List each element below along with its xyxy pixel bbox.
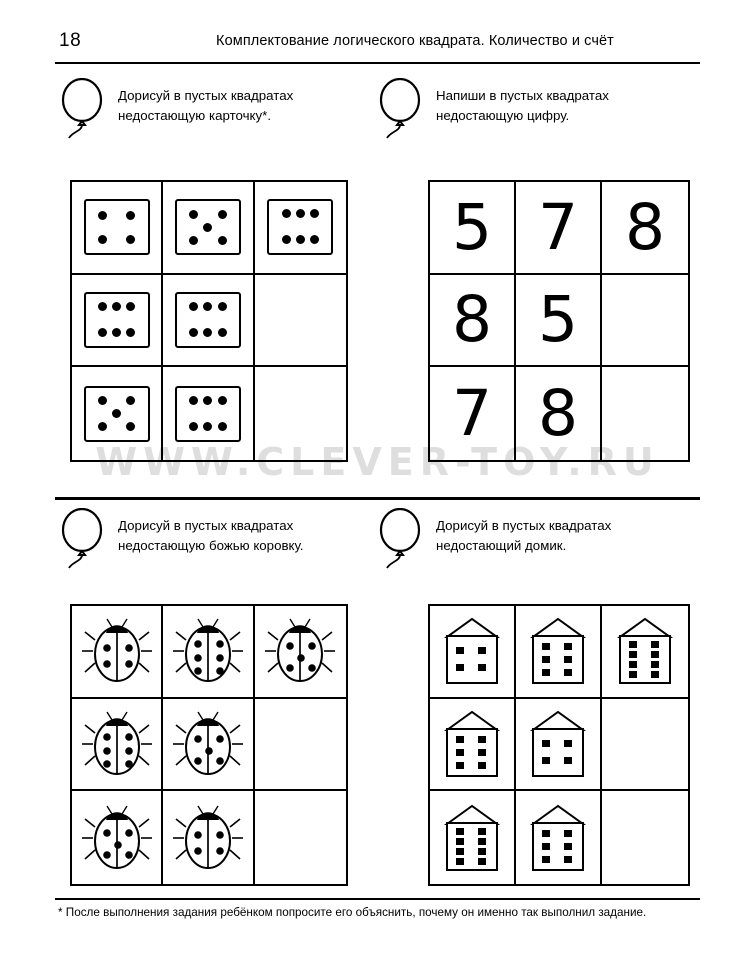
dice-pip bbox=[112, 409, 121, 418]
ladybug-spot bbox=[103, 747, 111, 755]
house-cell[interactable] bbox=[602, 606, 688, 699]
ladybug-cell[interactable] bbox=[72, 791, 163, 884]
ladybug-spot bbox=[125, 661, 133, 669]
dice-pip bbox=[203, 328, 212, 337]
house-window bbox=[564, 643, 572, 650]
ladybug-cell[interactable] bbox=[255, 791, 346, 884]
balloon-icon bbox=[378, 508, 424, 570]
house-window bbox=[629, 641, 637, 648]
task-4-line2: недостающий домик. bbox=[436, 538, 567, 553]
ladybug-cell[interactable] bbox=[255, 699, 346, 792]
dice-pip bbox=[189, 396, 198, 405]
ladybug-spot bbox=[103, 851, 111, 859]
dice-cell[interactable] bbox=[72, 367, 163, 460]
dice-pip bbox=[218, 302, 227, 311]
ladybug-spot bbox=[216, 668, 224, 676]
dice-pip bbox=[112, 302, 121, 311]
house-cell[interactable] bbox=[430, 699, 516, 792]
dice-pip bbox=[218, 236, 227, 245]
dice-card bbox=[267, 199, 333, 255]
house-window bbox=[651, 651, 659, 658]
ladybug-cell[interactable] bbox=[72, 606, 163, 699]
ladybug-spot bbox=[309, 665, 317, 673]
dice-pip bbox=[189, 210, 198, 219]
task-1-line2: недостающую карточку*. bbox=[118, 108, 272, 123]
house-window bbox=[651, 641, 659, 648]
house-window bbox=[456, 762, 464, 769]
house-window bbox=[456, 736, 464, 743]
ladybug-spot bbox=[125, 733, 133, 741]
dice-pip bbox=[126, 302, 135, 311]
digit-cell[interactable] bbox=[602, 367, 688, 460]
task-1-line1: Дорисуй в пустых квадратах bbox=[118, 88, 294, 103]
digit-cell[interactable] bbox=[602, 182, 688, 275]
house-cell[interactable] bbox=[516, 699, 602, 792]
task-1-text bbox=[118, 86, 376, 126]
house-window bbox=[542, 856, 550, 863]
dice-pip bbox=[112, 328, 121, 337]
dice-pip bbox=[126, 422, 135, 431]
house-window bbox=[629, 651, 637, 658]
house-window bbox=[478, 828, 486, 835]
house-window bbox=[629, 661, 637, 668]
dice-card bbox=[84, 386, 150, 442]
dice-pip bbox=[218, 422, 227, 431]
page-header bbox=[55, 28, 700, 58]
ladybug-spot bbox=[287, 643, 295, 651]
dice-cell[interactable] bbox=[72, 275, 163, 368]
ladybug-spot bbox=[298, 655, 306, 663]
dice-pip bbox=[126, 328, 135, 337]
house-window bbox=[651, 661, 659, 668]
house-figure bbox=[529, 804, 587, 872]
ladybug-spot bbox=[216, 655, 224, 663]
ladybug-spot bbox=[309, 643, 317, 651]
house-window bbox=[478, 749, 486, 756]
house-window bbox=[564, 656, 572, 663]
balloon-icon bbox=[378, 78, 424, 140]
ladybug-cell[interactable] bbox=[72, 699, 163, 792]
ladybug-figure bbox=[81, 618, 153, 684]
dice-pip bbox=[126, 235, 135, 244]
task-3-text bbox=[118, 516, 376, 556]
dice-pip bbox=[98, 396, 107, 405]
digit-cell[interactable] bbox=[430, 182, 516, 275]
house-window bbox=[542, 643, 550, 650]
ladybug-spot bbox=[216, 757, 224, 765]
house-cell[interactable] bbox=[430, 791, 516, 884]
dice-pip bbox=[98, 328, 107, 337]
house-grid bbox=[428, 604, 690, 886]
task-3-prompt bbox=[60, 508, 390, 578]
dice-cell[interactable] bbox=[72, 182, 163, 275]
ladybug-figure bbox=[264, 618, 336, 684]
ladybug-spot bbox=[194, 668, 202, 676]
dice-card bbox=[84, 292, 150, 348]
ladybug-spot bbox=[125, 645, 133, 653]
task-3-line2: недостающую божью коровку. bbox=[118, 538, 304, 553]
house-cell[interactable] bbox=[516, 791, 602, 884]
task-4-text bbox=[436, 516, 694, 556]
ladybug-figure bbox=[172, 711, 244, 777]
digit-value: 8 bbox=[451, 283, 493, 357]
header-divider bbox=[55, 62, 700, 64]
dice-pip bbox=[189, 236, 198, 245]
digit-cell[interactable] bbox=[516, 275, 602, 368]
ladybug-spot bbox=[103, 733, 111, 741]
dice-cell[interactable] bbox=[163, 275, 254, 368]
house-window bbox=[478, 762, 486, 769]
house-window bbox=[564, 757, 572, 764]
house-figure bbox=[443, 804, 501, 872]
page-title: Комплектование логического квадрата. Количество и счёт bbox=[216, 33, 614, 49]
ladybug-spot bbox=[194, 831, 202, 839]
house-figure bbox=[616, 617, 674, 685]
ladybug-spot bbox=[216, 847, 224, 855]
ladybug-cell[interactable] bbox=[163, 791, 254, 884]
dice-pip bbox=[203, 223, 212, 232]
dice-cell[interactable] bbox=[163, 182, 254, 275]
house-window bbox=[542, 830, 550, 837]
dice-pip bbox=[218, 396, 227, 405]
watermark: WWW.CLEVER-TOY.RU bbox=[95, 440, 660, 484]
footnote-divider bbox=[55, 898, 700, 900]
house-figure bbox=[443, 710, 501, 778]
dice-pip bbox=[98, 302, 107, 311]
house-cell[interactable] bbox=[602, 699, 688, 792]
footnote-text: * После выполнения задания ребёнком попросите его объяснить, почему он именно так выполнил задание. bbox=[58, 906, 647, 919]
dice-cell[interactable] bbox=[255, 275, 346, 368]
section-divider bbox=[55, 497, 700, 500]
house-window bbox=[651, 671, 659, 678]
house-window bbox=[542, 740, 550, 747]
ladybug-spot bbox=[205, 747, 213, 755]
house-window bbox=[456, 838, 464, 845]
ladybug-cell[interactable] bbox=[163, 606, 254, 699]
ladybug-spot bbox=[103, 760, 111, 768]
house-window bbox=[542, 843, 550, 850]
task-2-text bbox=[436, 86, 694, 126]
dice-card bbox=[175, 199, 241, 255]
dice-pip bbox=[189, 328, 198, 337]
dice-card bbox=[175, 292, 241, 348]
dice-pip bbox=[296, 209, 305, 218]
digit-cell[interactable] bbox=[430, 367, 516, 460]
ladybug-grid bbox=[70, 604, 348, 886]
dice-pip bbox=[126, 396, 135, 405]
house-window bbox=[456, 858, 464, 865]
digit-value: 5 bbox=[451, 190, 493, 264]
ladybug-spot bbox=[216, 831, 224, 839]
ladybug-spot bbox=[114, 841, 122, 849]
task-3-line1: Дорисуй в пустых квадратах bbox=[118, 518, 294, 533]
dice-pip bbox=[126, 211, 135, 220]
dice-pip bbox=[296, 235, 305, 244]
house-figure bbox=[529, 710, 587, 778]
dice-cell[interactable] bbox=[255, 367, 346, 460]
dice-pip bbox=[98, 211, 107, 220]
house-window bbox=[564, 740, 572, 747]
ladybug-figure bbox=[81, 805, 153, 871]
page-number: 18 bbox=[59, 30, 82, 51]
digit-cell[interactable] bbox=[516, 367, 602, 460]
digit-value: 8 bbox=[537, 377, 579, 451]
dice-card bbox=[84, 199, 150, 255]
house-window bbox=[456, 647, 464, 654]
dice-pip bbox=[203, 422, 212, 431]
dice-pip bbox=[310, 235, 319, 244]
ladybug-cell[interactable] bbox=[255, 606, 346, 699]
dice-pip bbox=[189, 422, 198, 431]
ladybug-spot bbox=[287, 665, 295, 673]
house-window bbox=[478, 858, 486, 865]
digits-grid bbox=[428, 180, 690, 462]
task-2-prompt bbox=[378, 78, 708, 148]
ladybug-spot bbox=[216, 641, 224, 649]
dice-pip bbox=[282, 235, 291, 244]
house-window bbox=[542, 669, 550, 676]
dice-pip bbox=[189, 302, 198, 311]
task-4-line1: Дорисуй в пустых квадратах bbox=[436, 518, 612, 533]
house-window bbox=[456, 749, 464, 756]
digit-value: 7 bbox=[537, 190, 579, 264]
digit-value: 7 bbox=[451, 377, 493, 451]
dice-cell[interactable] bbox=[255, 182, 346, 275]
dice-pip bbox=[218, 210, 227, 219]
dice-pip bbox=[98, 235, 107, 244]
digit-value: 8 bbox=[624, 190, 666, 264]
house-window bbox=[456, 848, 464, 855]
dice-pip bbox=[203, 396, 212, 405]
ladybug-spot bbox=[125, 829, 133, 837]
house-window bbox=[542, 656, 550, 663]
dice-pip bbox=[203, 302, 212, 311]
dice-pip bbox=[218, 328, 227, 337]
dice-pip bbox=[282, 209, 291, 218]
ladybug-figure bbox=[172, 805, 244, 871]
house-window bbox=[564, 856, 572, 863]
ladybug-spot bbox=[216, 735, 224, 743]
ladybug-spot bbox=[125, 851, 133, 859]
digit-cell[interactable] bbox=[430, 275, 516, 368]
ladybug-spot bbox=[103, 661, 111, 669]
ladybug-figure bbox=[172, 618, 244, 684]
house-window bbox=[629, 671, 637, 678]
dice-cell[interactable] bbox=[163, 367, 254, 460]
house-window bbox=[478, 736, 486, 743]
digit-cell[interactable] bbox=[602, 275, 688, 368]
balloon-icon bbox=[60, 78, 106, 140]
balloon-icon bbox=[60, 508, 106, 570]
ladybug-figure bbox=[81, 711, 153, 777]
dice-card bbox=[175, 386, 241, 442]
house-cell[interactable] bbox=[602, 791, 688, 884]
house-window bbox=[564, 830, 572, 837]
digit-value: 5 bbox=[537, 283, 579, 357]
house-window bbox=[478, 664, 486, 671]
dice-pip bbox=[98, 422, 107, 431]
task-1-prompt bbox=[60, 78, 390, 148]
ladybug-spot bbox=[125, 747, 133, 755]
ladybug-spot bbox=[194, 735, 202, 743]
ladybug-spot bbox=[194, 641, 202, 649]
house-window bbox=[478, 647, 486, 654]
house-cell[interactable] bbox=[516, 606, 602, 699]
ladybug-spot bbox=[103, 645, 111, 653]
house-window bbox=[564, 669, 572, 676]
house-window bbox=[542, 757, 550, 764]
task-4-prompt bbox=[378, 508, 708, 578]
task-2-line1: Напиши в пустых квадратах bbox=[436, 88, 609, 103]
ladybug-spot bbox=[103, 829, 111, 837]
ladybug-spot bbox=[194, 847, 202, 855]
dice-pip bbox=[310, 209, 319, 218]
ladybug-spot bbox=[194, 757, 202, 765]
house-window bbox=[478, 848, 486, 855]
house-cell[interactable] bbox=[430, 606, 516, 699]
house-window bbox=[456, 828, 464, 835]
house-figure bbox=[529, 617, 587, 685]
task-2-line2: недостающую цифру. bbox=[436, 108, 570, 123]
house-window bbox=[478, 838, 486, 845]
ladybug-spot bbox=[125, 760, 133, 768]
dice-grid bbox=[70, 180, 348, 462]
ladybug-cell[interactable] bbox=[163, 699, 254, 792]
house-window bbox=[564, 843, 572, 850]
house-figure bbox=[443, 617, 501, 685]
ladybug-spot bbox=[194, 655, 202, 663]
digit-cell[interactable] bbox=[516, 182, 602, 275]
house-window bbox=[456, 664, 464, 671]
